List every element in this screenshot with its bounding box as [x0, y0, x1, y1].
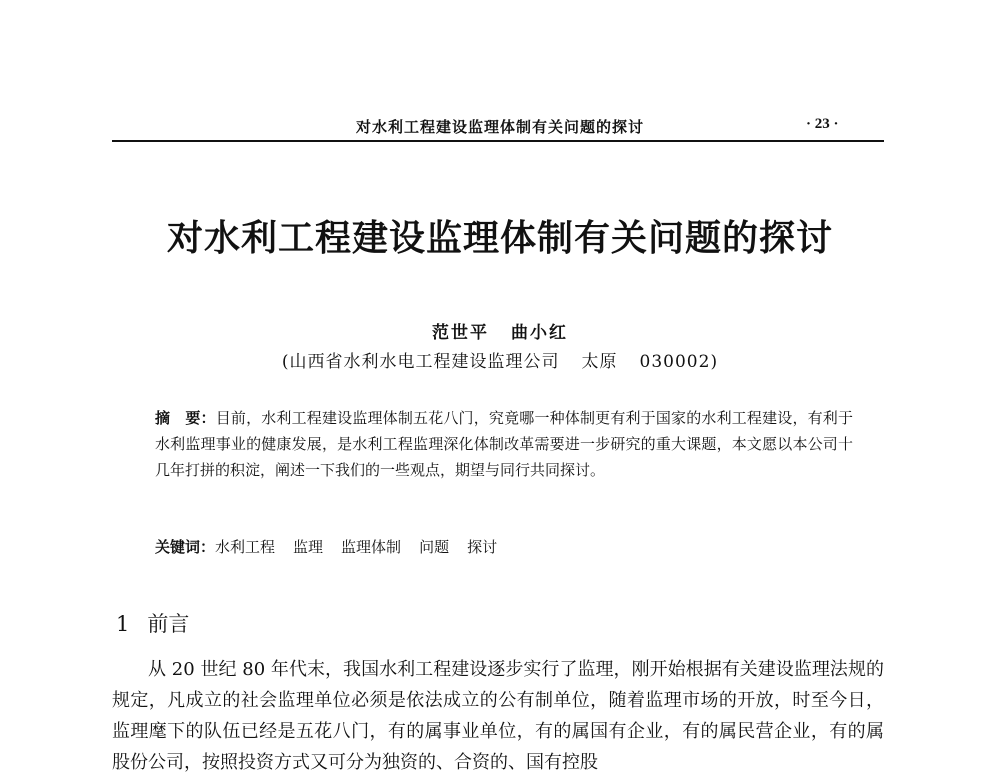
keyword: 问题	[419, 538, 450, 556]
running-title: 对水利工程建设监理体制有关问题的探讨	[355, 118, 644, 136]
section-title: 前言	[147, 612, 190, 636]
affiliation-org: (山西省水利水电工程建设监理公司	[281, 352, 560, 372]
keywords	[155, 534, 853, 560]
keywords-label: 关键词：	[155, 538, 216, 556]
affiliation-city: 太原	[581, 352, 618, 372]
paper-title: 对水利工程建设监理体制有关问题的探讨	[166, 217, 833, 259]
abstract-text: 目前，水利工程建设监理体制五花八门，究竟哪一种体制更有利于国家的水利工程建设，有利于水利监理事业的健康发展，是水利工程监理深化体制改革需要进一步研究的重大课题，本文愿以本公司十几年打拼的积淀，阐述一下我们的一些观点，期望与同行共同探讨。	[155, 409, 853, 479]
section-heading	[116, 608, 189, 638]
keyword: 探讨	[467, 538, 498, 556]
author-name: 范世平	[432, 323, 489, 343]
authors	[0, 318, 1000, 343]
header-rule	[112, 140, 884, 142]
page-number: · 23 ·	[806, 116, 839, 132]
keyword: 水利工程	[215, 538, 276, 556]
keyword: 监理	[293, 538, 324, 556]
affiliation-postcode: 030002)	[639, 352, 719, 372]
keyword: 监理体制	[341, 538, 402, 556]
body-paragraph: 从 20 世纪 80 年代末，我国水利工程建设逐步实行了监理，刚开始根据有关建设监理法规的规定，凡成立的社会监理单位必须是依法成立的公有制单位，随着监理市场的开放，时至今日，监理麾下的队伍已经是五花八门，有的属事业单位，有的属国有企业，有的属民营企业，有的属股份公司，按照投资方式又可分为独资的、合资的、国有控股	[112, 659, 884, 773]
abstract-label: 摘 要：	[155, 409, 216, 427]
abstract	[155, 405, 853, 483]
affiliation	[0, 347, 1000, 372]
section-number: 1	[116, 612, 130, 636]
author-name: 曲小红	[511, 323, 568, 343]
